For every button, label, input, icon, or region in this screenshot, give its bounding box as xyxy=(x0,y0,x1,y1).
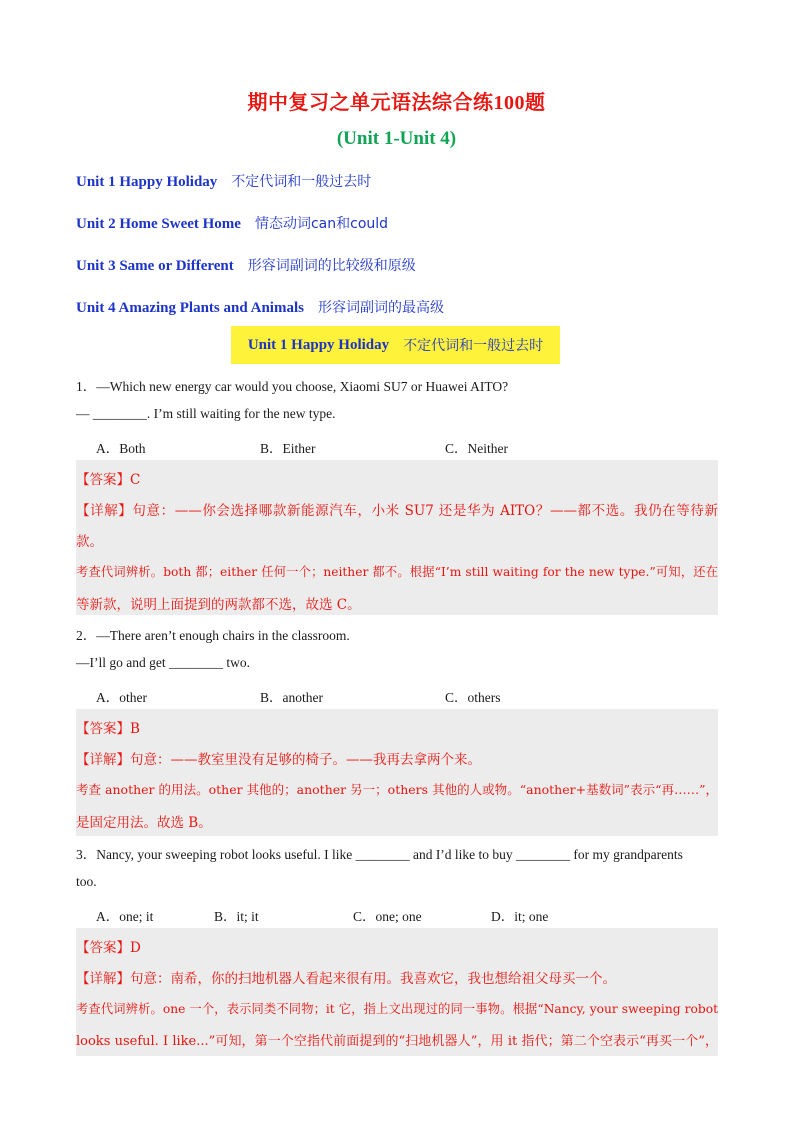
question-2-explain-line: 是固定用法。故选 B。 xyxy=(76,815,212,831)
question-2-option-a: A．other xyxy=(96,690,147,705)
page-subtitle: (Unit 1-Unit 4) xyxy=(336,128,457,149)
question-3-option-c: C．one; one xyxy=(353,909,422,924)
section-name: Unit 1 Happy Holiday xyxy=(247,336,390,353)
question-3-answer: 【答案】D xyxy=(76,940,141,956)
question-1-explain-line: 等新款，说明上面提到的两款都不选，故选 C。 xyxy=(76,597,361,613)
question-3-stem: 3．Nancy, your sweeping robot looks useful. I like ________ and I’d like to buy ________ for my grandparents xyxy=(76,847,683,862)
question-2-explain-line: 考查 another 的用法。other 其他的；another 另一；others 其他的人或物。“another+基数词”表示“再……”， xyxy=(76,782,718,797)
question-1-option-c: C．Neither xyxy=(445,441,508,456)
question-3-stem-cont: too. xyxy=(76,874,97,889)
question-1-explain-line: 【详解】句意：——你会选择哪款新能源汽车，小米 SU7 还是华为 AITO？——都不选。我仍在等待新 xyxy=(76,503,718,519)
unit-name: Unit 1 Happy Holiday xyxy=(76,174,218,190)
question-1-explain-line: 考查代词辨析。both 都；either 任何一个；neither 都不。根据“I’m still waiting for the new type.”可知，还在 xyxy=(76,565,718,579)
unit-1-line xyxy=(76,171,371,191)
question-2-answer: 【答案】B xyxy=(76,721,140,737)
question-3-option-d: D．it; one xyxy=(491,909,549,924)
question-1-option-a: A．Both xyxy=(96,441,146,456)
unit-name: Unit 4 Amazing Plants and Animals xyxy=(76,300,304,316)
unit-topic: 情态动词can和could xyxy=(254,216,389,232)
question-1-answer: 【答案】C xyxy=(76,472,141,488)
unit-3-line xyxy=(76,255,416,275)
question-2-stem: 2．—There aren’t enough chairs in the classroom. xyxy=(76,628,350,643)
question-3-option-b: B．it; it xyxy=(214,909,259,924)
question-2-option-b: B．another xyxy=(260,690,323,705)
question-3-explain-line: 考查代词辨析。one 一个，表示同类不同物；it 它，指上文出现过的同一事物。根据“Nancy, your sweeping robot xyxy=(76,1002,718,1016)
section-banner xyxy=(231,326,560,364)
unit-4-line xyxy=(76,297,444,317)
question-1-option-b: B．Either xyxy=(260,441,316,456)
question-2-option-c: C．others xyxy=(445,690,501,705)
question-3-explain-line: 【详解】句意：南希，你的扫地机器人看起来很有用。我喜欢它，我也想给祖父母买一个。 xyxy=(76,971,616,987)
unit-name: Unit 2 Home Sweet Home xyxy=(76,216,241,232)
section-topic: 不定代词和一般过去时 xyxy=(403,338,544,354)
question-1-reply: — ________. I’m still waiting for the new type. xyxy=(76,406,336,421)
unit-topic: 不定代词和一般过去时 xyxy=(231,174,372,190)
unit-topic: 形容词副词的比较级和原级 xyxy=(247,258,416,274)
question-3-option-a: A．one; it xyxy=(96,909,154,924)
question-2-reply: —I’ll go and get ________ two. xyxy=(76,655,250,670)
question-2-explain-line: 【详解】句意：——教室里没有足够的椅子。——我再去拿两个来。 xyxy=(76,752,481,768)
question-3-explain-line: looks useful. I like...”可知，第一个空指代前面提到的“扫地机器人”，用 it 指代；第二个空表示“再买一个”， xyxy=(76,1034,718,1049)
question-1-stem: 1．—Which new energy car would you choose, Xiaomi SU7 or Huawei AITO? xyxy=(76,379,509,394)
unit-name: Unit 3 Same or Different xyxy=(76,258,234,274)
unit-2-line xyxy=(76,213,388,233)
question-1-explain-line: 款。 xyxy=(76,534,103,550)
page-title: 期中复习之单元语法综合练100题 xyxy=(247,92,546,114)
unit-topic: 形容词副词的最高级 xyxy=(317,300,444,316)
